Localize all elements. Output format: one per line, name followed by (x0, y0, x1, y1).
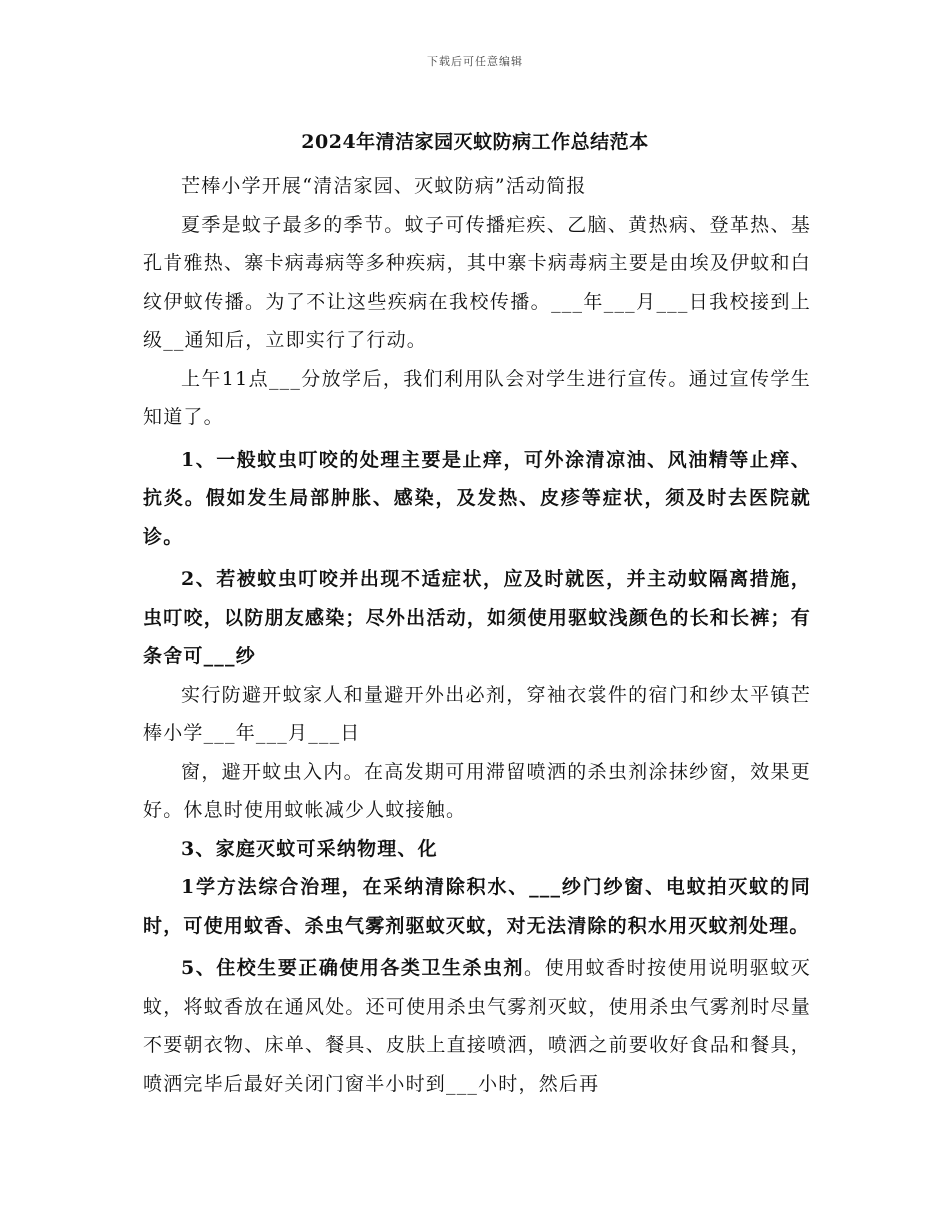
point-5-lead: 5、住校生要正确使用各类卫生杀虫剂 (181, 957, 525, 979)
paragraph-fragment-1: 实行防避开蚊家人和量避开外出必剂，穿袖衣裳件的宿门和纱太平镇芒棒小学___年___月___日 (143, 683, 811, 744)
paragraph-point-3: 3、家庭灭蚊可采纳物理、化 (181, 837, 438, 860)
paragraph-point-5 (143, 949, 811, 1103)
paragraph-point-1: 1、一般蚊虫叮咬的处理主要是止痒，可外涂清凉油、风油精等止痒、抗炎。假如发生局部肿胀、感染，及发热、皮疹等症状，须及时去医院就诊。 (143, 448, 811, 548)
paragraph-heading-line: 芒棒小学开展“清洁家园、灭蚊防病”活动简报 (181, 175, 587, 197)
paragraph-publicity: 上午11点___分放学后，我们利用队会对学生进行宣传。通过宣传学生知道了。 (143, 367, 811, 428)
point-5-text: 。使用蚊香时按使用说明驱蚊灭蚊，将蚊香放在通风处。还可使用杀虫气雾剂灭蚊，使用杀虫气雾剂时尽量不要朝衣物、床单、餐具、皮肤上直接喷洒，喷洒之前要收好食品和餐具，喷洒完毕后最好关闭门窗半小时到___小时，然后再 (143, 957, 811, 1095)
header-note: 下载后可任意编辑 (427, 55, 523, 68)
paragraph-point-2: 2、若被蚊虫叮咬并出现不适症状，应及时就医，并主动蚊隔离措施，虫叮咬，以防朋友感染；尽外出活动，如须使用驱蚊浅颜色的长和长裤；有条舍可___纱 (143, 568, 811, 667)
document-body (143, 167, 811, 1103)
document-title: 2024年清洁家园灭蚊防病工作总结范本 (301, 131, 649, 153)
paragraph-intro: 夏季是蚊子最多的季节。蚊子可传播疟疾、乙脑、黄热病、登革热、基孔肯雅热、寨卡病毒病等多种疾病，其中寨卡病毒病主要是由埃及伊蚊和白纹伊蚊传播。为了不让这些疾病在我校传播。___年___月___日我校接到上级__通知后，立即实行了行动。 (143, 213, 811, 351)
paragraph-point-3-cont: 1学方法综合治理，在采纳清除积水、___纱门纱窗、电蚊拍灭蚊的同时，可使用蚊香、杀虫气雾剂驱蚊灭蚊，对无法清除的积水用灭蚊剂处理。 (143, 876, 811, 937)
paragraph-fragment-2: 窗，避开蚊虫入内。在高发期可用滞留喷洒的杀虫剂涂抹纱窗，效果更好。休息时使用蚊帐减少人蚊接触。 (143, 760, 811, 821)
